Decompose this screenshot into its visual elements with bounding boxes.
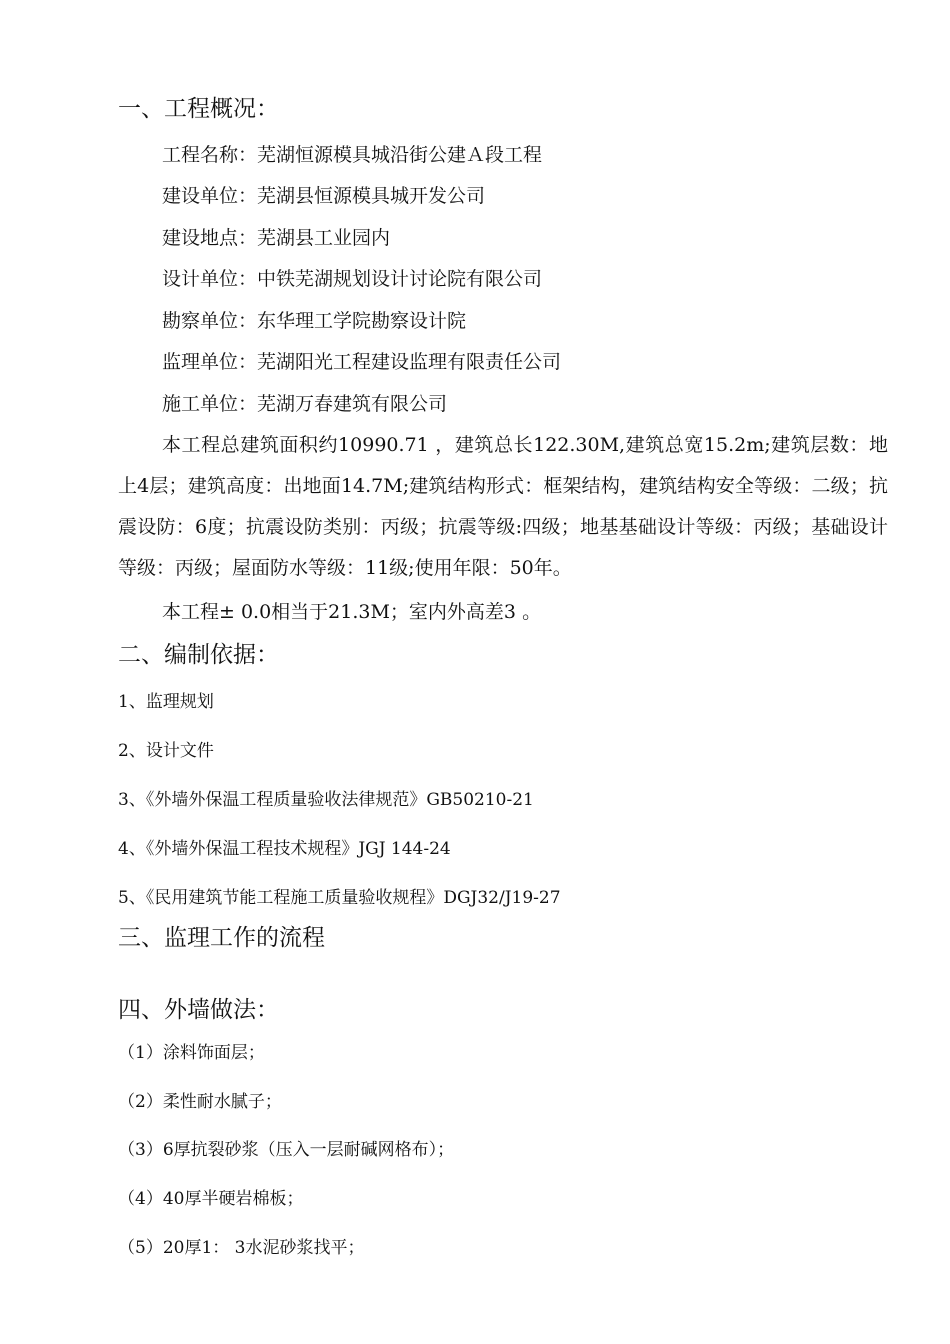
wall-layer-item: （4）40厚半硬岩棉板； (118, 1189, 304, 1209)
section-heading-basis: 二、编制依据： (118, 642, 279, 668)
wall-layer-item: （1）涂料饰面层； (118, 1043, 265, 1063)
field-client: 建设单位：芜湖县恒源模具城开发公司 (162, 185, 486, 207)
field-location: 建设地点：芜湖县工业园内 (162, 227, 391, 249)
basis-item: 5、《民用建筑节能工程施工质量验收规程》DGJ32/J19-27 (118, 888, 561, 908)
section-heading-overview: 一、工程概况： (118, 96, 279, 122)
section-heading-workflow: 三、监理工作的流程 (118, 925, 325, 951)
basis-item: 2、设计文件 (118, 741, 214, 761)
field-project-name: 工程名称：芜湖恒源模具城沿街公建Ａ段工程 (162, 144, 543, 166)
wall-layer-item: （3）6厚抗裂砂浆（压入一层耐碱网格布）； (118, 1140, 455, 1160)
wall-layer-item: （5）20厚1： 3水泥砂浆找平； (118, 1238, 365, 1258)
field-designer: 设计单位：中铁芜湖规划设计讨论院有限公司 (162, 268, 543, 290)
section-heading-wall-method: 四、外墙做法： (118, 997, 279, 1023)
basis-item: 1、监理规划 (118, 692, 214, 712)
wall-layer-item: （2）柔性耐水腻子； (118, 1092, 282, 1112)
basis-item: 4、《外墙外保温工程技术规程》JGJ 144-24 (118, 839, 451, 859)
field-supervisor: 监理单位：芜湖阳光工程建设监理有限责任公司 (162, 351, 562, 373)
basis-item: 3、《外墙外保温工程质量验收法律规范》GB50210-21 (118, 790, 534, 810)
project-overview-paragraph: 本工程总建筑面积约10990.71 ，建筑总长122.30M,建筑总宽15.2m;建筑层数：地上4层；建筑高度：出地面14.7M;建筑结构形式：框架结构，建筑结构安全等级：二级；抗震设防：6度；抗震设防类别：丙级；抗震等级:四级；地基基础设计等级：丙级；基础设计等级：丙级；屋面防水等级：11级;使用年限：50年。 (118, 434, 888, 579)
elevation-note: 本工程± 0.0相当于21.3M；室内外高差3 。 (162, 601, 542, 623)
field-surveyor: 勘察单位：东华理工学院勘察设计院 (162, 310, 467, 332)
field-contractor: 施工单位：芜湖万春建筑有限公司 (162, 393, 448, 415)
